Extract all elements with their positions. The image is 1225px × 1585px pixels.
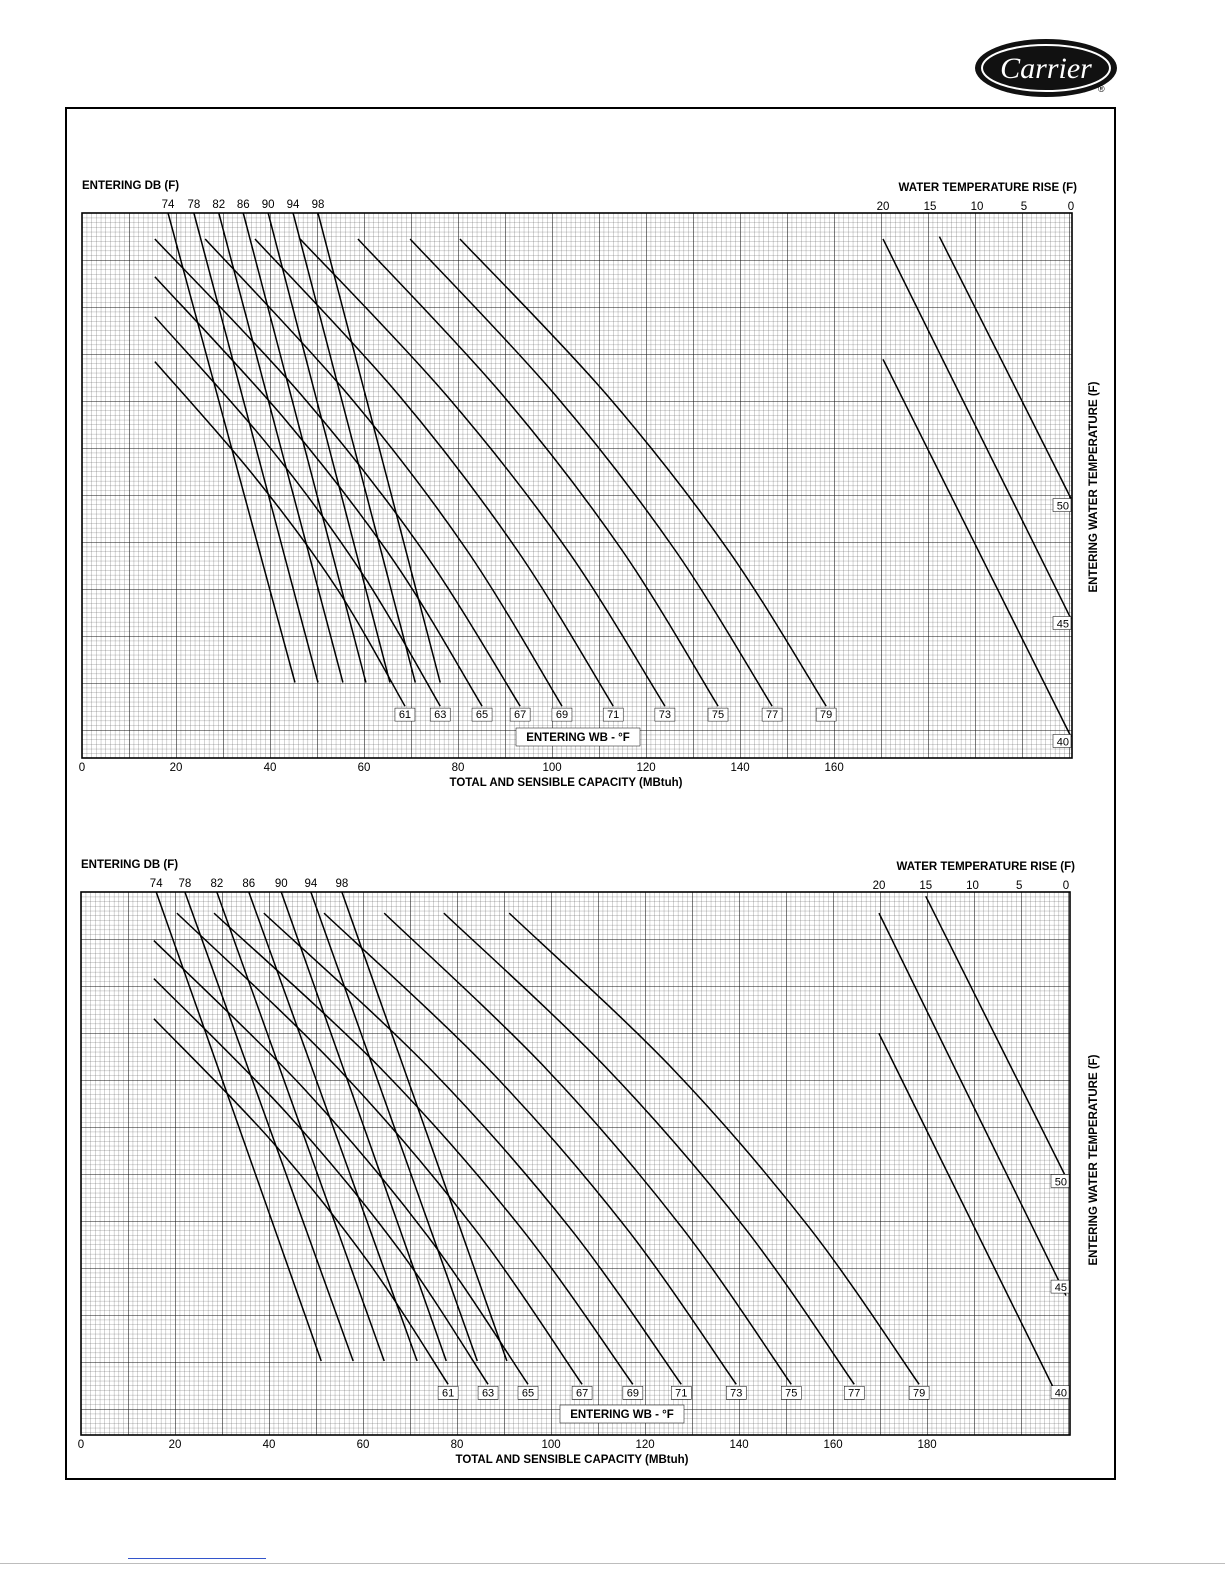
wb-label-65: 65 [521, 1387, 535, 1400]
db-label-82: 82 [210, 878, 224, 890]
chart-2 [78, 859, 1100, 1466]
db-label-98: 98 [335, 878, 349, 890]
db-label-90: 90 [261, 199, 275, 211]
x-tick-label: 100 [541, 1439, 561, 1451]
rise-tick-label: 0 [1062, 880, 1070, 892]
grid-major [81, 892, 1070, 1435]
footer-link-underline [128, 1558, 266, 1559]
wb-label-61: 61 [441, 1387, 455, 1400]
rise-tick-label: 10 [970, 201, 984, 213]
ewt-tick-label: 45 [1056, 618, 1069, 631]
x-tick-label: 120 [635, 1439, 655, 1451]
rise-tick-label: 5 [1020, 201, 1028, 213]
x-tick-label: 160 [823, 1439, 843, 1451]
x-tick-label: 20 [168, 1439, 182, 1451]
rise-tick-label: 20 [872, 880, 886, 892]
grid-major [82, 213, 1072, 758]
water-rise-title: WATER TEMPERATURE RISE (F) [896, 861, 1075, 873]
wb-label-79: 79 [912, 1387, 926, 1400]
db-label-98: 98 [311, 199, 325, 211]
wb-label-69: 69 [626, 1387, 639, 1400]
wb-label-61: 61 [398, 709, 412, 722]
wb-label-75: 75 [785, 1387, 798, 1400]
entering-db-title: ENTERING DB (F) [82, 180, 180, 192]
water-rise-title: WATER TEMPERATURE RISE (F) [898, 182, 1077, 194]
wb-label-67: 67 [513, 709, 527, 722]
wb-label-71: 71 [675, 1387, 688, 1400]
db-label-74: 74 [149, 878, 163, 890]
x-axis-title: TOTAL AND SENSIBLE CAPACITY (MBtuh) [449, 777, 683, 789]
x-tick-label: 40 [263, 762, 277, 774]
entering-db-title: ENTERING DB (F) [81, 859, 179, 871]
x-tick-label: 80 [450, 1439, 464, 1451]
x-tick-label: 60 [356, 1439, 370, 1451]
wb-label-73: 73 [658, 709, 672, 722]
rise-tick-label: 10 [966, 880, 979, 892]
ewt-tick-label: 40 [1054, 1387, 1067, 1400]
footer-rule [0, 1563, 1225, 1564]
wb-label-67: 67 [575, 1387, 589, 1400]
wb-label-63: 63 [481, 1387, 495, 1400]
db-label-86: 86 [242, 878, 256, 890]
ewt-tick-label: 50 [1054, 1176, 1067, 1189]
x-tick-label: 120 [636, 762, 656, 774]
rise-tick-label: 15 [923, 201, 937, 213]
wb-label-65: 65 [475, 709, 489, 722]
db-label-86: 86 [236, 199, 250, 211]
ewt-tick-label: 45 [1054, 1282, 1067, 1295]
x-tick-label: 20 [169, 762, 183, 774]
wb-label-77: 77 [848, 1387, 861, 1400]
x-tick-label: 140 [729, 1439, 749, 1451]
entering-wb-title: ENTERING WB - °F [570, 1409, 674, 1421]
registered-mark: ® [1098, 84, 1105, 94]
x-tick-label: 0 [77, 1439, 85, 1451]
wb-label-77: 77 [765, 709, 779, 722]
entering-wb-title: ENTERING WB - °F [526, 732, 630, 744]
entering-water-temp-title: ENTERING WATER TEMPERATURE (F) [1088, 1054, 1100, 1266]
x-tick-label: 180 [917, 1439, 937, 1451]
db-label-82: 82 [212, 199, 226, 211]
x-tick-label: 0 [78, 762, 86, 774]
x-tick-label: 40 [262, 1439, 276, 1451]
x-tick-label: 140 [730, 762, 750, 774]
wb-label-71: 71 [607, 709, 620, 722]
rise-tick-label: 20 [876, 201, 890, 213]
db-label-74: 74 [161, 199, 175, 211]
chart-1 [79, 180, 1100, 789]
rise-tick-label: 5 [1016, 880, 1023, 892]
ewt-tick-label: 40 [1056, 736, 1069, 749]
db-label-78: 78 [178, 878, 192, 890]
x-tick-label: 100 [542, 762, 562, 774]
wb-label-75: 75 [711, 709, 725, 722]
wb-label-63: 63 [434, 709, 447, 722]
wb-label-69: 69 [555, 709, 569, 722]
db-label-94: 94 [286, 199, 300, 211]
x-tick-label: 60 [357, 762, 371, 774]
logo-wordmark: Carrier [1000, 52, 1092, 85]
db-label-90: 90 [274, 878, 288, 890]
x-tick-label: 80 [451, 762, 465, 774]
db-label-94: 94 [304, 878, 318, 890]
wb-label-79: 79 [820, 709, 833, 722]
x-axis-title: TOTAL AND SENSIBLE CAPACITY (MBtuh) [455, 1454, 689, 1466]
entering-water-temp-title: ENTERING WATER TEMPERATURE (F) [1088, 381, 1100, 593]
rise-tick-label: 15 [919, 880, 933, 892]
x-tick-label: 160 [824, 762, 844, 774]
rise-tick-label: 0 [1067, 201, 1075, 213]
db-label-78: 78 [187, 199, 201, 211]
ewt-tick-label: 50 [1056, 500, 1069, 513]
wb-label-73: 73 [730, 1387, 743, 1400]
